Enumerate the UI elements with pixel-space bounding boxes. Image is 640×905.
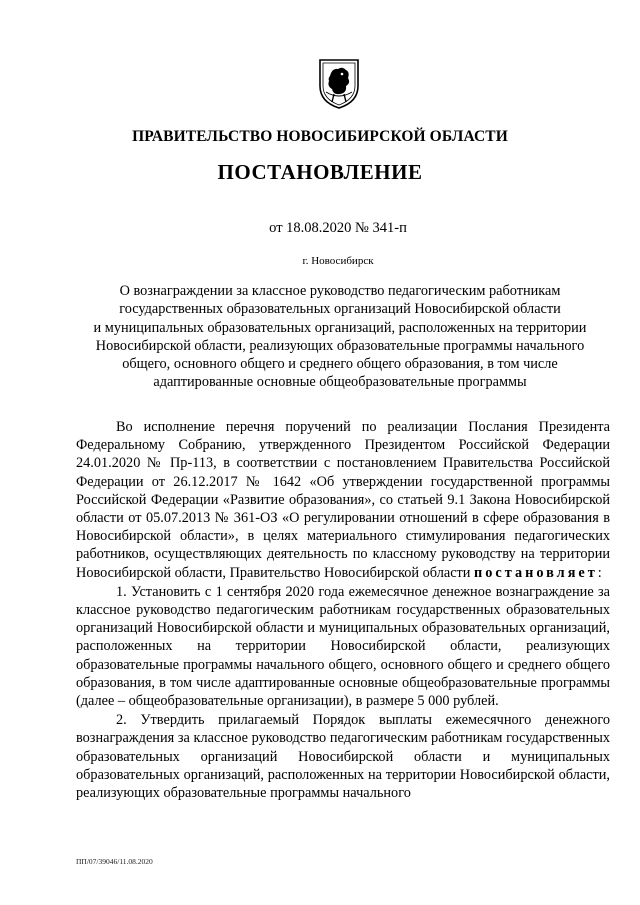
title-line: адаптированные основные общеобразовательные программы	[153, 374, 527, 391]
document-title	[80, 282, 600, 392]
document-city: г. Новосибирск	[302, 255, 374, 267]
document-body	[76, 418, 610, 803]
resolves-keyword: постановляет	[474, 564, 598, 581]
preamble-paragraph	[76, 418, 610, 582]
title-line: общего, основного общего и среднего общего образования, в том числе	[122, 356, 558, 373]
coat-of-arms-icon	[316, 56, 362, 110]
registration-footer: ПП/07/39046/11.08.2020	[76, 857, 153, 866]
document-date-number: от 18.08.2020 № 341-п	[269, 220, 407, 236]
title-line: государственных образовательных организаций Новосибирской области	[119, 301, 561, 318]
clause-2: 2. Утвердить прилагаемый Порядок выплаты ежемесячного денежного вознаграждения за классное руководство педагогическим работникам государственных образовательных организаций Новосибирской области и муниципальных образовательных организаций, расположенных на территории Новосибирской области, реализующих образовательные программы начального	[76, 712, 610, 802]
title-line: Новосибирской области, реализующих образовательные программы начального	[95, 337, 585, 354]
resolves-colon: :	[597, 564, 602, 581]
preamble-text: Во исполнение перечня поручений по реализации Послания Президента Федеральному Собранию, утвержденного Президентом Российской Федерации 24.01.2020 № Пр-113, в соответствии с постановлением Правительства Российской Федерации от 26.12.2017 № 1642 «Об утверждении государственной программы Российской Федерации «Развитие образования», со статьей 9.1 Закона Новосибирской области от 05.07.2013 № 361-ОЗ «О регулировании отношений в сфере образования в Новосибирской области», в целях материального стимулирования педагогических работников, осуществляющих деятельность по классному руководству на территории Новосибирской области, Правительство Новосибирской области	[76, 419, 610, 581]
document-type: ПОСТАНОВЛЕНИЕ	[217, 160, 423, 184]
organization-name: ПРАВИТЕЛЬСТВО НОВОСИБИРСКОЙ ОБЛАСТИ	[132, 128, 508, 145]
title-line: О вознаграждении за классное руководство педагогическим работникам	[119, 283, 561, 299]
clause-1: 1. Установить с 1 сентября 2020 года ежемесячное денежное вознаграждение за классное руководство педагогическим работникам государственных образовательных организаций Новосибирской области и муниципальных образовательных организаций, расположенных на территории Новосибирской области, реализующих образовательные программы начального общего, основного общего и среднего общего образования, в том числе адаптированные основные общеобразовательные программы (далее – общеобразовательные организации), в размере 5 000 рублей.	[76, 583, 610, 710]
title-line: и муниципальных образовательных организаций, расположенных на территории	[93, 319, 587, 336]
